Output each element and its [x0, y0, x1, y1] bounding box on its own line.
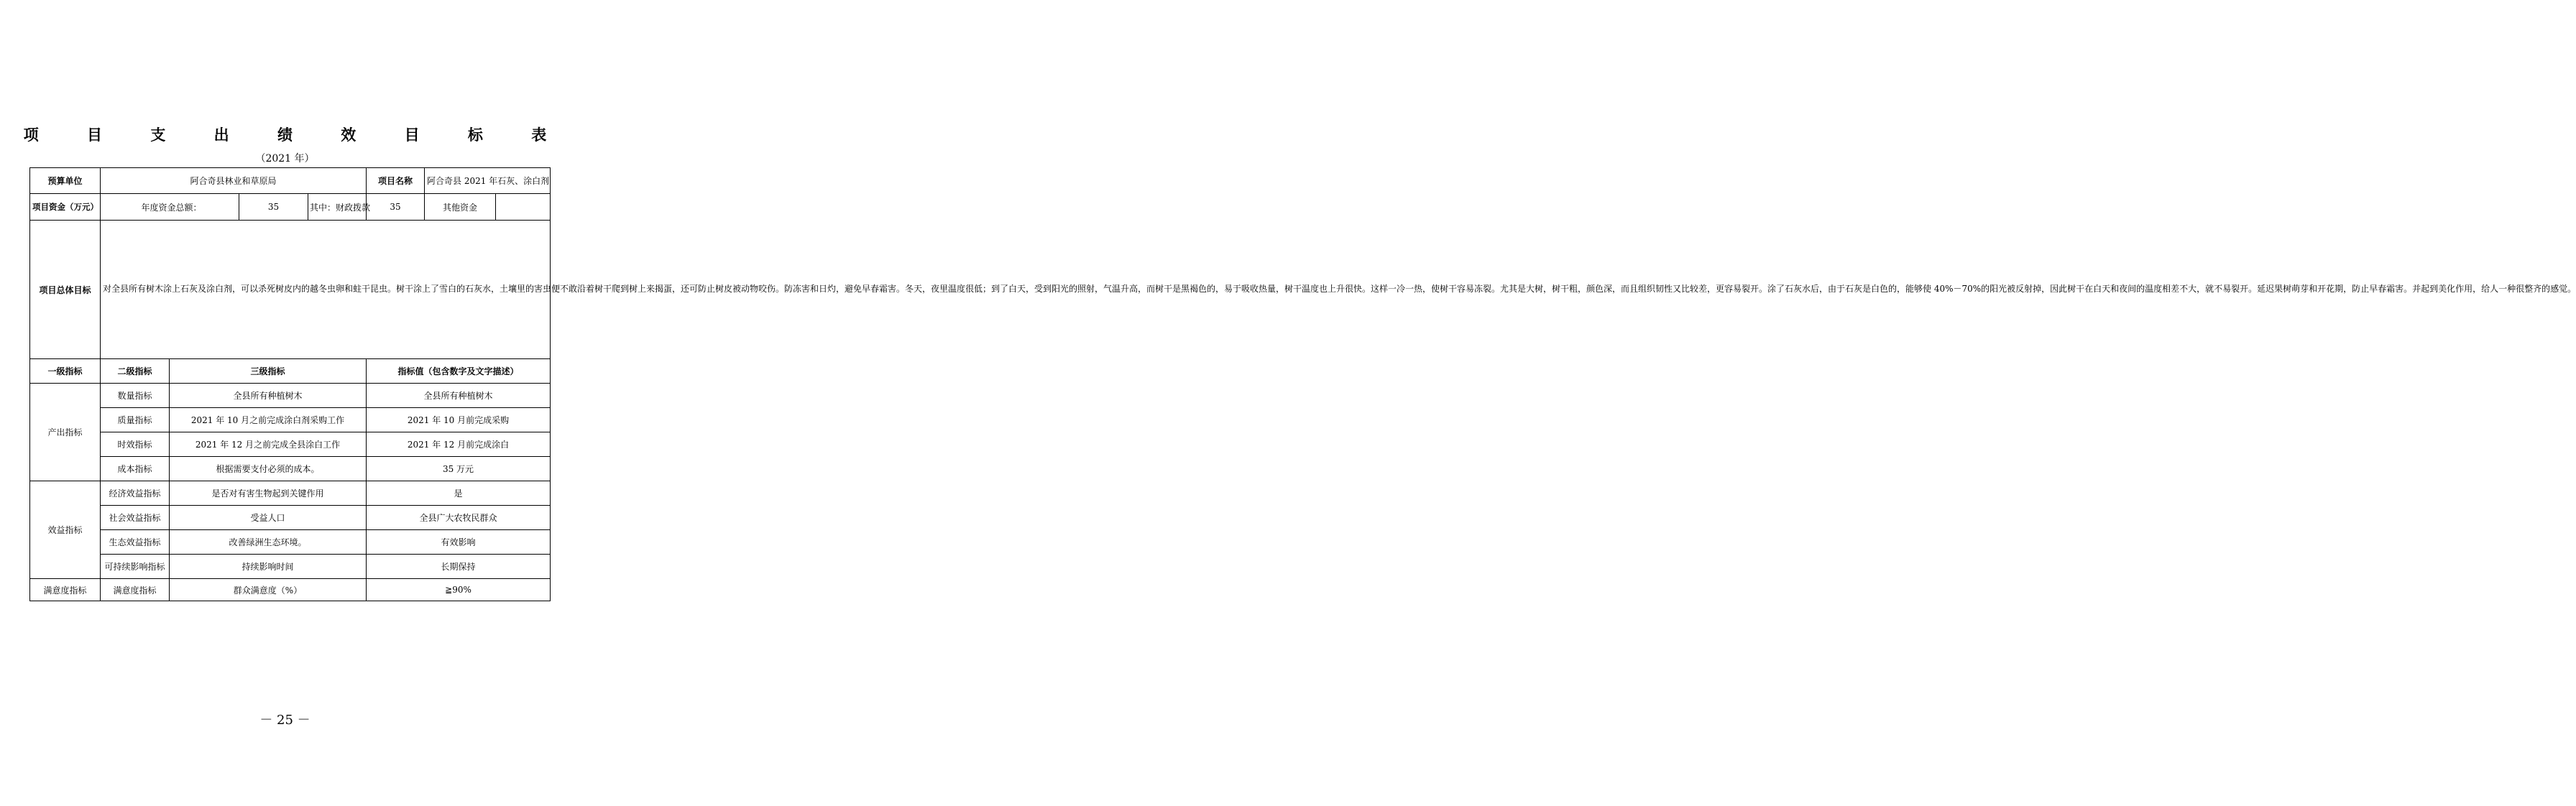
indicator-header-row — [30, 359, 551, 384]
fiscal-allocation-label: 其中：财政拨款 — [308, 194, 367, 221]
value-cell: 是 — [367, 481, 551, 506]
level2-header: 二级指标 — [101, 359, 170, 384]
table-row — [30, 384, 551, 408]
level2-cell: 成本指标 — [101, 457, 170, 481]
other-funds-cell — [425, 194, 550, 220]
page-title: 项 目 支 出 绩 效 目 标 表 — [23, 126, 569, 144]
other-funds-label: 其他资金 — [425, 194, 496, 220]
funds-label: 项目资金（万元） — [30, 194, 101, 221]
table-row — [30, 481, 551, 506]
funds-row — [30, 194, 551, 221]
value-header: 指标值（包含数字及文字描述） — [367, 359, 551, 384]
header-row — [30, 168, 551, 194]
value-cell: 2021 年 12 月前完成涂白 — [367, 432, 551, 457]
value-cell: ≧90% — [367, 579, 551, 601]
table-row — [30, 506, 551, 530]
level3-cell: 全县所有种植树木 — [170, 384, 367, 408]
project-name-value: 阿合奇县 2021 年石灰、涂白剂 — [425, 168, 551, 194]
overall-goal-label: 项目总体目标 — [30, 221, 101, 359]
level3-cell: 持续影响时间 — [170, 555, 367, 579]
annual-total-label: 年度资金总额： — [101, 194, 239, 221]
level2-cell: 时效指标 — [101, 432, 170, 457]
other-funds-value — [496, 194, 551, 220]
level3-cell: 群众满意度（%） — [170, 579, 367, 601]
overall-goal-text: 对全县所有树木涂上石灰及涂白剂，可以杀死树皮内的越冬虫卵和蛀干昆虫。树干涂上了雪白的石灰水，土壤里的害虫便不敢沿着树干爬到树上来揭蛋，还可防止树皮被动物咬伤。防冻害和日灼，避免早春霜害。冬天，夜里温度很低；到了白天，受到阳光的照射，气温升高，而树干是黑褐色的，易于吸收热量，树干温度也上升很快。这样一冷一热，使树干容易冻裂。尤其是大树，树干粗，颜色深，而且组织韧性又比较差，更容易裂开。涂了石灰水后，由于石灰是白色的，能够使 40%－70%的阳光被反射掉，因此树干在白天和夜间的温度相差不大，就不易裂开。延迟果树萌芽和开花期，防止早春霜害。并起到美化作用，给人一种很整齐的感觉。 — [101, 221, 551, 359]
level3-cell: 受益人口 — [170, 506, 367, 530]
level2-cell: 社会效益指标 — [101, 506, 170, 530]
annual-total-value: 35 — [239, 194, 308, 221]
value-cell: 全县广大农牧民群众 — [367, 506, 551, 530]
value-cell: 全县所有种植树木 — [367, 384, 551, 408]
level1-output: 产出指标 — [30, 384, 101, 481]
level3-cell: 是否对有害生物起到关键作用 — [170, 481, 367, 506]
fiscal-allocation-value: 35 — [367, 194, 425, 221]
table-row — [30, 408, 551, 432]
level2-cell: 数量指标 — [101, 384, 170, 408]
level1-benefit: 效益指标 — [30, 481, 101, 579]
level1-satisfaction: 满意度指标 — [30, 579, 101, 601]
table-row — [30, 579, 551, 601]
table-row — [30, 530, 551, 555]
level1-header: 一级指标 — [30, 359, 101, 384]
level3-cell: 改善绿洲生态环境。 — [170, 530, 367, 555]
level3-cell: 2021 年 10 月之前完成涂白剂采购工作 — [170, 408, 367, 432]
level3-cell: 2021 年 12 月之前完成全县涂白工作 — [170, 432, 367, 457]
year-label: （2021 年） — [255, 153, 315, 165]
page-number: － 25 － — [259, 713, 310, 728]
level3-header: 三级指标 — [170, 359, 367, 384]
goal-row — [30, 221, 551, 359]
budget-unit-value: 阿合奇县林业和草原局 — [101, 168, 367, 194]
level2-cell: 质量指标 — [101, 408, 170, 432]
value-cell: 2021 年 10 月前完成采购 — [367, 408, 551, 432]
table-row — [30, 457, 551, 481]
value-cell: 35 万元 — [367, 457, 551, 481]
table-row — [30, 432, 551, 457]
budget-unit-label: 预算单位 — [30, 168, 101, 194]
level2-cell: 经济效益指标 — [101, 481, 170, 506]
level2-cell: 满意度指标 — [101, 579, 170, 601]
project-name-label: 项目名称 — [367, 168, 425, 194]
value-cell: 有效影响 — [367, 530, 551, 555]
table-row — [30, 555, 551, 579]
performance-table — [29, 167, 2576, 601]
value-cell: 长期保持 — [367, 555, 551, 579]
level2-cell: 生态效益指标 — [101, 530, 170, 555]
level3-cell: 根据需要支付必须的成本。 — [170, 457, 367, 481]
level2-cell: 可持续影响指标 — [101, 555, 170, 579]
